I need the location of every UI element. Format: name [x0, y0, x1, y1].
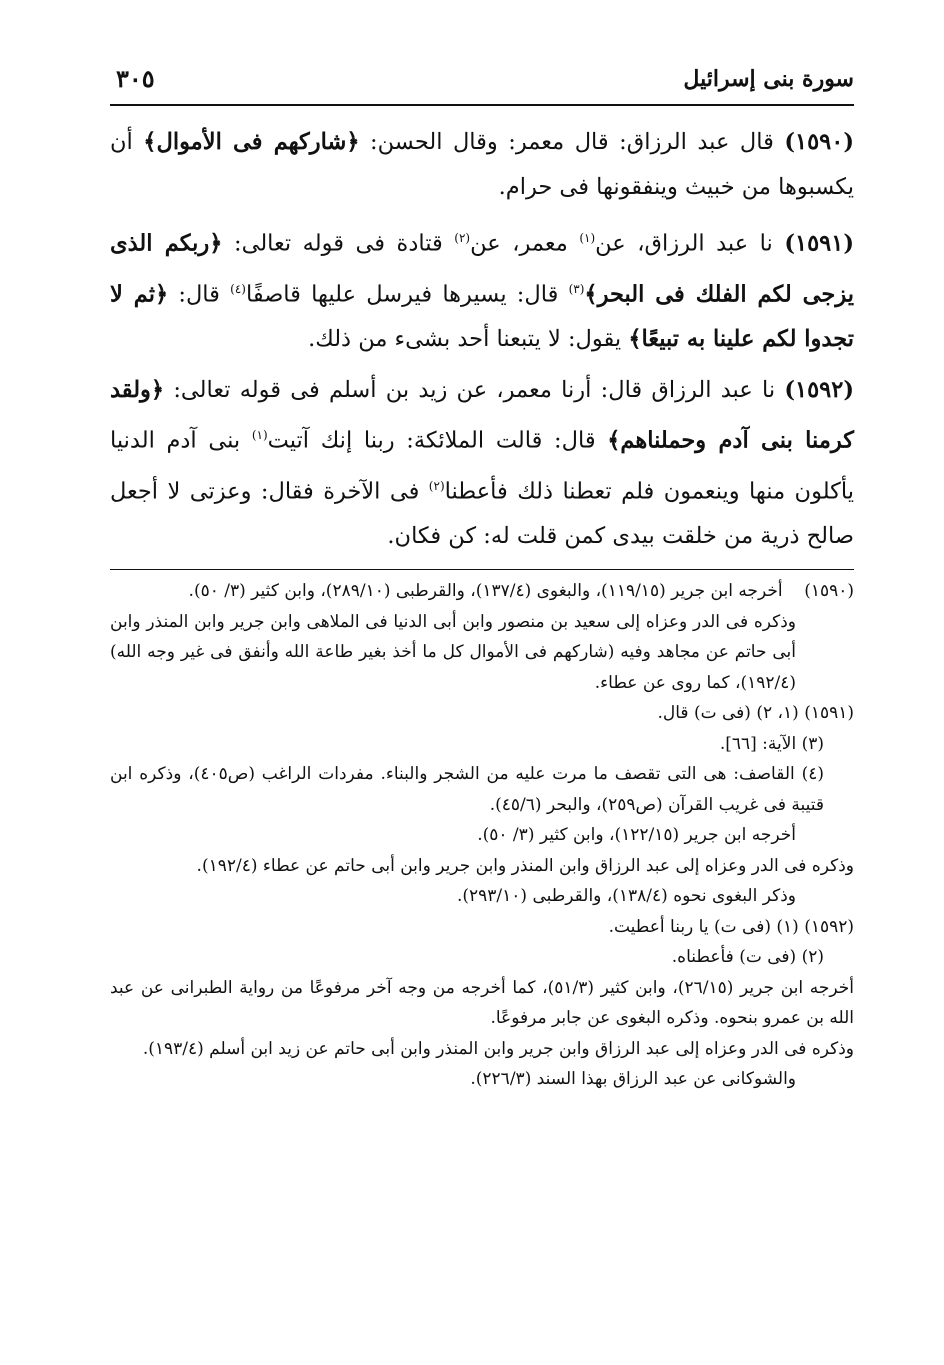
hadith-1590: [110, 120, 854, 210]
footnote-1592-line: والشوكانى عن عبد الرزاق بهذا السند (٢٢٦/٣).: [470, 1069, 796, 1089]
footnote-1591-line: (٤) القاصف: هى التى تقصف ما مرت عليه من الشجر والبناء. مفردات الراغب (ص٤٠٥)، وذكره ابن قتيبة فى غريب القرآن (ص٢٥٩)، والبحر (٤٥/٦).: [110, 764, 825, 815]
text-segment: قال: قالت الملائكة: ربنا إنك آتيت: [267, 427, 608, 454]
footnote-1591-line: وذكر البغوى نحوه (١٣٨/٤)، والقرطبى (٢٩٣/١٠).: [456, 886, 796, 906]
text-segment: نا عبد الرزاق، عن: [595, 230, 785, 257]
hadith-number: (١٥٩٢): [784, 377, 854, 403]
footnote-ref: (١): [251, 428, 268, 442]
footnote-number: (١٥٩٠): [804, 581, 854, 601]
footnote-1590-line: [110, 576, 854, 607]
footnote-1591-line: وذكره فى الدر وعزاه إلى عبد الرزاق وابن المنذر وابن جرير وابن أبى حاتم عن عطاء (١٩٢/٤).: [196, 855, 854, 876]
text-segment: نا عبد الرزاق قال: أرنا معمر، عن زيد بن أسلم فى قوله تعالى:: [164, 377, 785, 403]
text-segment: قال عبد الرزاق: قال معمر: وقال الحسن:: [359, 129, 785, 155]
quran-quote: ﴿ثم لا تجدوا لكم علينا به تبيعًا﴾: [110, 281, 854, 352]
footnote-text: أخرجه ابن جرير (١١٩/١٥)، والبغوى (١٣٧/٤)، والقرطبى (٢٨٩/١٠)، وابن كثير (٣/ ٥٠).: [188, 581, 783, 601]
footnote-ref: (١): [579, 231, 596, 245]
footnote-1591-line: أخرجه ابن جرير (١٢٢/١٥)، وابن كثير (٣/ ٥٠).: [477, 825, 796, 845]
footnotes: [110, 576, 854, 1095]
footnote-number: (١٥٩٢): [804, 916, 854, 937]
footnote-ref: (٢): [428, 478, 445, 493]
text-segment: بنى آدم الدنيا يأكلون منها وينعمون فلم تعطنا ذلك فأعطنا: [110, 427, 854, 504]
text-segment: أن يكسبوها من خبيث وينفقونها فى حرام.: [110, 129, 854, 200]
footnote-1590-line: وذكره فى الدر وعزاه إلى سعيد بن منصور وابن أبى الدنيا فى الملاهى وابن جرير وابن المنذر وابن أبى حاتم عن مجاهد وفيه (شاركهم فى الأموال كل ما أخذ بغير طاعة الله وأنفق فى غير وجه الله) (١٩٢/٤)، كما روى عن عطاء.: [110, 611, 796, 693]
footnote-1592-line: وذكره فى الدر وعزاه إلى عبد الرزاق وابن جرير وابن المنذر وابن أبى حاتم عن زيد ابن أسلم (١٩٣/٤).: [142, 1038, 854, 1059]
footnote-1591-line: (٣) الآية: [٦٦].: [719, 733, 824, 754]
footnote-number: (١٥٩١): [804, 703, 854, 723]
footnote-1592-line: (٢) (فى ت) فأعطناه.: [671, 947, 824, 967]
footnote-text: (١) (فى ت) يا ربنا أعطيت.: [608, 916, 799, 937]
footnote-text: (١، ٢) (فى ت) قال.: [657, 703, 799, 723]
hadith-number: (١٥٩١): [784, 230, 854, 257]
footnote-ref: (٢): [454, 231, 471, 245]
footnote-divider: [110, 569, 854, 570]
footnote-1592-line: [110, 912, 854, 943]
text-segment: فى الآخرة فقال: وعزتى لا أجعل صالح ذرية من خلقت بيدى كمن قلت له: كن فكان.: [110, 478, 854, 549]
quran-quote: ﴿ربكم الذى يزجى لكم الفلك فى البحر﴾: [110, 230, 855, 307]
text-segment: قتادة فى قوله تعالى:: [222, 230, 455, 257]
hadith-1591: [110, 216, 854, 362]
hadith-number: (١٥٩٠): [784, 129, 854, 155]
page: [110, 62, 854, 1095]
text-segment: معمر، عن: [470, 230, 580, 257]
footnote-ref: (٤): [230, 281, 246, 296]
surah-title: سورة بنى إسرائيل: [683, 66, 854, 92]
footnote-ref: (٣): [568, 281, 585, 296]
page-number: ٣٠٥: [116, 64, 155, 93]
footnote-1592-line: أخرجه ابن جرير (٢٦/١٥)، وابن كثير (٥١/٣)، كما أخرجه من وجه آخر مرفوعًا من رواية الطبرانى عن عبد الله بن عمرو بنحوه. وذكره البغوى عن جابر مرفوعًا.: [110, 977, 855, 1028]
quran-quote: ﴿ولقد كرمنا بنى آدم وحملناهم﴾: [110, 377, 855, 454]
text-segment: يقول: لا يتبعنا أحد بشىء من ذلك.: [308, 326, 629, 352]
footnote-1591-line: [110, 698, 854, 729]
hadith-1592: [110, 368, 854, 559]
quran-quote: ﴿شاركهم فى الأموال﴾: [143, 129, 360, 155]
text-segment: قال:: [168, 281, 231, 307]
main-text: [110, 120, 854, 559]
text-segment: قال: يسيرها فيرسل عليها قاصفًا: [245, 281, 569, 307]
running-header: [110, 62, 854, 106]
